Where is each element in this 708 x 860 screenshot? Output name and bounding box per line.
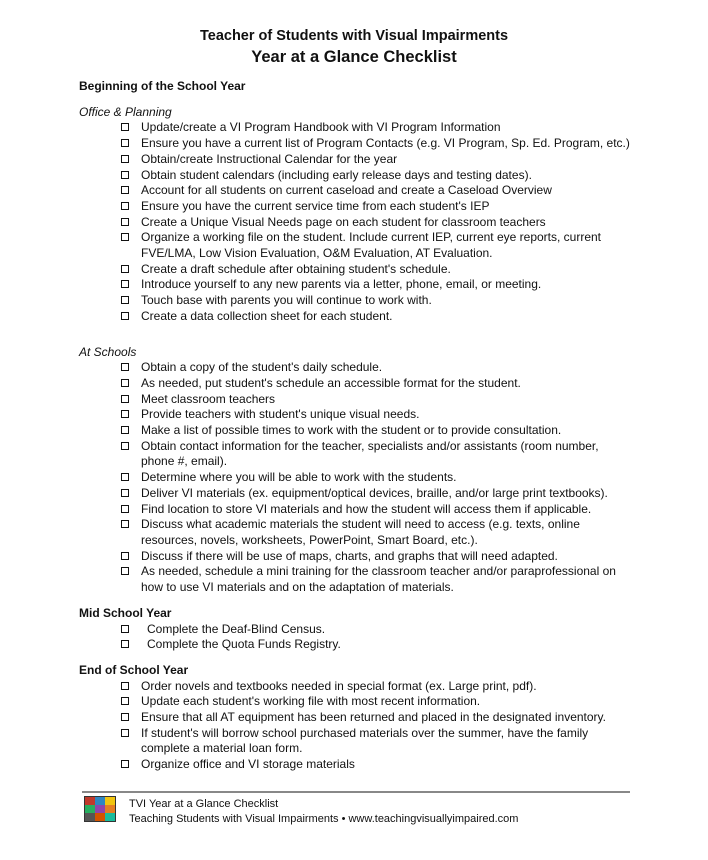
- checkbox[interactable]: [121, 202, 129, 210]
- logo-tile: [85, 797, 95, 805]
- checklist-item-text: complete a material loan form.: [141, 741, 303, 756]
- checklist-item-text: Obtain contact information for the teacher, specialists and/or assistants (room number,: [141, 438, 599, 453]
- checkbox[interactable]: [121, 218, 129, 226]
- logo-tile: [105, 813, 115, 821]
- checklist-item-text: Discuss if there will be use of maps, charts, and graphs that will need adapted.: [141, 548, 558, 563]
- checklist-item: [79, 309, 679, 325]
- checkbox[interactable]: [121, 379, 129, 387]
- checklist-item-text: Update/create a VI Program Handbook with VI Program Information: [141, 120, 501, 135]
- checkbox[interactable]: [121, 123, 129, 131]
- section-title: Mid School Year: [79, 605, 172, 620]
- checklist-item: [79, 120, 679, 136]
- checklist-item: [79, 470, 679, 486]
- checklist: [79, 120, 679, 324]
- checkbox[interactable]: [121, 552, 129, 560]
- checklist-content: [79, 79, 679, 773]
- checklist-item-text: Make a list of possible times to work with the student or to provide consultation.: [141, 423, 562, 438]
- checklist-item-text: Ensure you have the current service time from each student's IEP: [141, 198, 490, 213]
- checkbox[interactable]: [121, 155, 129, 163]
- checklist: [79, 360, 679, 596]
- section-title: Beginning of the School Year: [79, 79, 246, 93]
- checklist-item-text: Determine where you will be able to work with the students.: [141, 470, 457, 485]
- section-title: End of School Year: [79, 662, 189, 677]
- subsection-title: Office & Planning: [79, 104, 172, 119]
- checklist-item-text: FVE/LMA, Low Vision Evaluation, O&M Evaluation, AT Evaluation.: [141, 246, 493, 261]
- document-title: Teacher of Students with Visual Impairments: [199, 28, 509, 44]
- checklist-item-text: Complete the Deaf-Blind Census.: [147, 621, 326, 636]
- checkbox[interactable]: [121, 729, 129, 737]
- checkbox[interactable]: [121, 233, 129, 241]
- checklist-item: [79, 392, 679, 408]
- checklist-item: [79, 293, 679, 309]
- checklist-item: [79, 262, 679, 278]
- checklist-item: [79, 183, 679, 199]
- footer-title: TVI Year at a Glance Checklist: [129, 798, 279, 810]
- checklist-item-text: Create a data collection sheet for each student.: [141, 308, 393, 323]
- checklist-item-text: Obtain student calendars (including early release days and testing dates).: [141, 167, 532, 182]
- checklist-item: [79, 230, 679, 261]
- logo-tile: [95, 813, 105, 821]
- checkbox[interactable]: [121, 395, 129, 403]
- checklist-item-text: Ensure you have a current list of Program Contacts (e.g. VI Program, Sp. Ed. Program, etc.): [141, 136, 630, 151]
- checklist-item-text: As needed, schedule a mini training for the classroom teacher and/or paraprofessional on: [141, 564, 616, 579]
- checklist-item: [79, 726, 679, 757]
- footer-site: Teaching Students with Visual Impairments • www.teachingvisuallyimpaired.com: [129, 813, 519, 825]
- checklist-item: [79, 710, 679, 726]
- document-subtitle: Year at a Glance Checklist: [251, 48, 457, 66]
- site-logo-icon: [84, 796, 116, 822]
- checkbox[interactable]: [121, 682, 129, 690]
- checklist-item-text: Organize office and VI storage materials: [141, 757, 355, 772]
- checkbox[interactable]: [121, 567, 129, 575]
- checklist: [79, 679, 679, 773]
- checklist-item: [79, 136, 679, 152]
- checklist-item-text: As needed, put student's schedule an accessible format for the student.: [141, 375, 521, 390]
- checklist-item: [79, 215, 679, 231]
- checklist-item: [79, 152, 679, 168]
- checkbox[interactable]: [121, 410, 129, 418]
- checkbox[interactable]: [121, 697, 129, 705]
- checklist-item-text: Create a draft schedule after obtaining student's schedule.: [141, 261, 451, 276]
- checklist-item: [79, 694, 679, 710]
- checklist-item-text: phone #, email).: [141, 454, 228, 469]
- checklist-item: [79, 360, 679, 376]
- checklist-item-text: Introduce yourself to any new parents via a letter, phone, email, or meeting.: [141, 277, 542, 292]
- logo-tile: [85, 805, 95, 813]
- logo-tile: [95, 805, 105, 813]
- checklist-item: [79, 277, 679, 293]
- checklist-item-text: resources, novels, worksheets, PowerPoint, Smart Board, etc.).: [141, 532, 478, 547]
- checklist-item: [79, 517, 679, 548]
- subsection-title: At Schools: [79, 344, 137, 359]
- checkbox[interactable]: [121, 426, 129, 434]
- checklist-item-text: Meet classroom teachers: [141, 391, 276, 406]
- checkbox[interactable]: [121, 760, 129, 768]
- checklist-item-text: Touch base with parents you will continue to work with.: [141, 293, 432, 308]
- checklist-item-text: Complete the Quota Funds Registry.: [147, 637, 341, 652]
- checklist-item-text: Obtain/create Instructional Calendar for the year: [141, 151, 398, 166]
- footer: [129, 797, 518, 827]
- logo-tile: [95, 797, 105, 805]
- checklist-item: [79, 168, 679, 184]
- checklist-item: [79, 486, 679, 502]
- checkbox[interactable]: [121, 442, 129, 450]
- checkbox[interactable]: [121, 363, 129, 371]
- checkbox[interactable]: [121, 186, 129, 194]
- checklist-item-text: Discuss what academic materials the student will need to access (e.g. texts, online: [141, 517, 580, 532]
- checkbox[interactable]: [121, 296, 129, 304]
- checklist-item: [79, 199, 679, 215]
- checkbox[interactable]: [121, 505, 129, 513]
- checklist-item-text: If student's will borrow school purchased materials over the summer, have the family: [141, 725, 589, 740]
- logo-tile: [85, 813, 95, 821]
- checklist-item-text: Create a Unique Visual Needs page on each student for classroom teachers: [141, 214, 546, 229]
- checkbox[interactable]: [121, 265, 129, 273]
- checklist-item: [79, 376, 679, 392]
- checklist-item: [79, 757, 679, 773]
- checklist-item-text: Find location to store VI materials and how the student will access them if applicable.: [141, 501, 592, 516]
- logo-tile: [105, 805, 115, 813]
- checklist-item-text: Obtain a copy of the student's daily schedule.: [141, 360, 383, 375]
- checkbox[interactable]: [121, 489, 129, 497]
- checklist-item: [79, 407, 679, 423]
- checkbox[interactable]: [121, 625, 129, 633]
- checkbox[interactable]: [121, 280, 129, 288]
- checkbox[interactable]: [121, 139, 129, 147]
- checkbox[interactable]: [121, 713, 129, 721]
- checklist-item-text: how to use VI materials and on the adaptation of materials.: [141, 580, 454, 595]
- checklist-item: [79, 549, 679, 565]
- checkbox[interactable]: [121, 171, 129, 179]
- checklist-item-text: Deliver VI materials (ex. equipment/optical devices, braille, and/or large print textbooks).: [141, 485, 608, 500]
- checklist-item-text: Account for all students on current caseload and create a Caseload Overview: [141, 183, 552, 198]
- checklist-item: [79, 423, 679, 439]
- checklist-item-text: Ensure that all AT equipment has been returned and placed in the designated inventory.: [141, 710, 606, 725]
- logo-tile: [105, 797, 115, 805]
- checklist-item-text: Provide teachers with student's unique visual needs.: [141, 407, 420, 422]
- checklist-item-text: Order novels and textbooks needed in special format (ex. Large print, pdf).: [141, 678, 537, 693]
- checklist-item: [79, 637, 679, 653]
- checkbox[interactable]: [121, 473, 129, 481]
- checkbox[interactable]: [121, 640, 129, 648]
- checklist: [79, 622, 679, 653]
- checklist-item: [79, 622, 679, 638]
- checklist-item: [79, 679, 679, 695]
- checkbox[interactable]: [121, 520, 129, 528]
- checkbox[interactable]: [121, 312, 129, 320]
- checklist-item: [79, 439, 679, 470]
- footer-divider: [82, 791, 630, 793]
- checklist-item-text: Organize a working file on the student. Include current IEP, current eye reports, current: [141, 230, 602, 245]
- checklist-item: [79, 564, 679, 595]
- checklist-item: [79, 502, 679, 518]
- checklist-item-text: Update each student's working file with most recent information.: [141, 694, 481, 709]
